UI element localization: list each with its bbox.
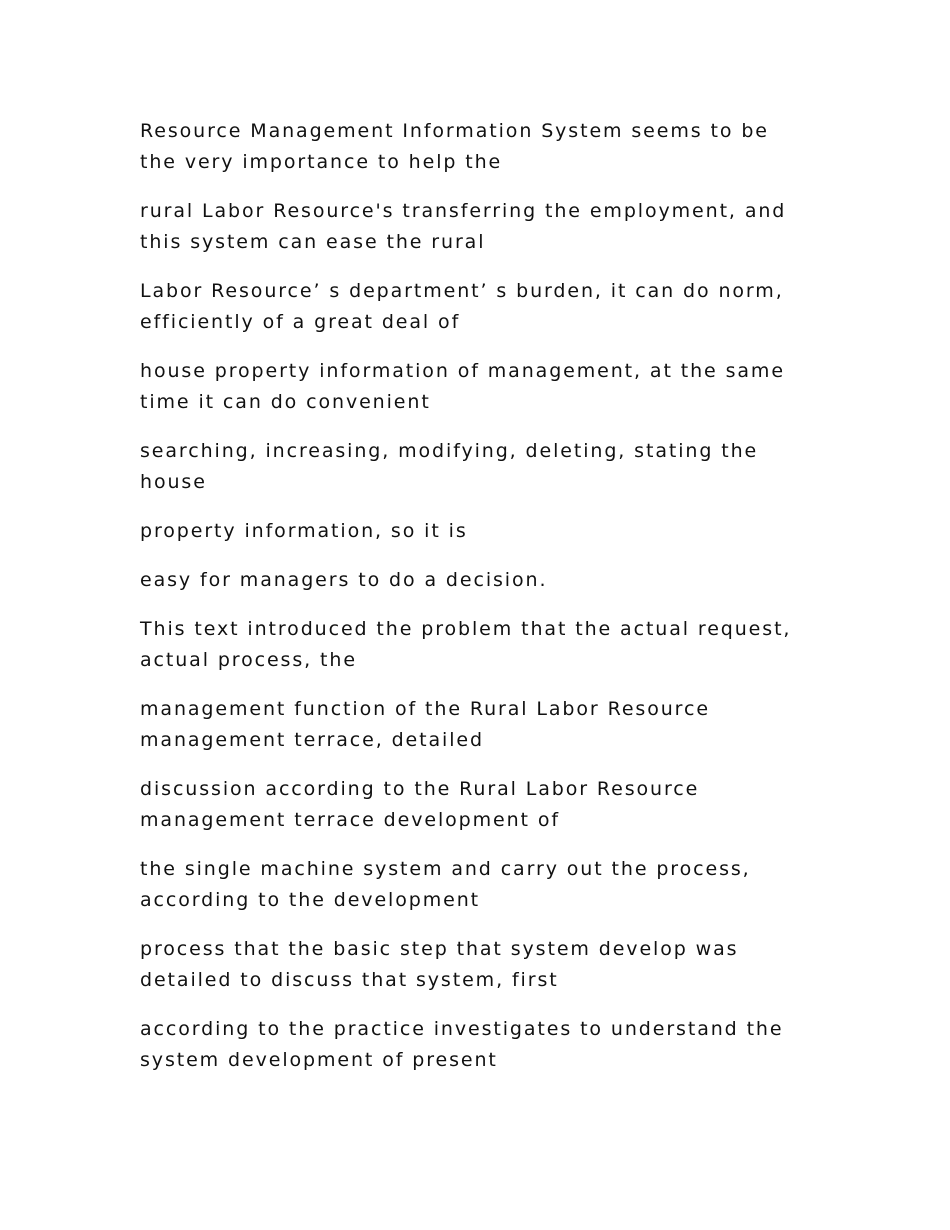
paragraph: searching, increasing, modifying, deleting, stating the house <box>140 440 759 493</box>
paragraph: property information, so it is <box>140 520 468 542</box>
paragraph: Labor Resource’ s department’ s burden, it can do norm, efficiently of a great deal of <box>140 280 784 333</box>
paragraph: according to the practice investigates to understand the system development of present <box>140 1018 784 1071</box>
paragraph: house property information of management, at the same time it can do convenient <box>140 360 785 413</box>
document-body <box>140 116 810 1094</box>
paragraph: discussion according to the Rural Labor Resource management terrace development of <box>140 778 700 831</box>
paragraph: Resource Management Information System seems to be the very importance to help the <box>140 120 769 173</box>
paragraph: easy for managers to do a decision. <box>140 569 548 591</box>
paragraph: process that the basic step that system develop was detailed to discuss that system, first <box>140 938 739 991</box>
paragraph: This text introduced the problem that the actual request, actual process, the <box>140 618 792 671</box>
paragraph: management function of the Rural Labor Resource management terrace, detailed <box>140 698 710 751</box>
paragraph: the single machine system and carry out the process, according to the development <box>140 858 751 911</box>
paragraph: rural Labor Resource's transferring the employment, and this system can ease the rural <box>140 200 787 253</box>
